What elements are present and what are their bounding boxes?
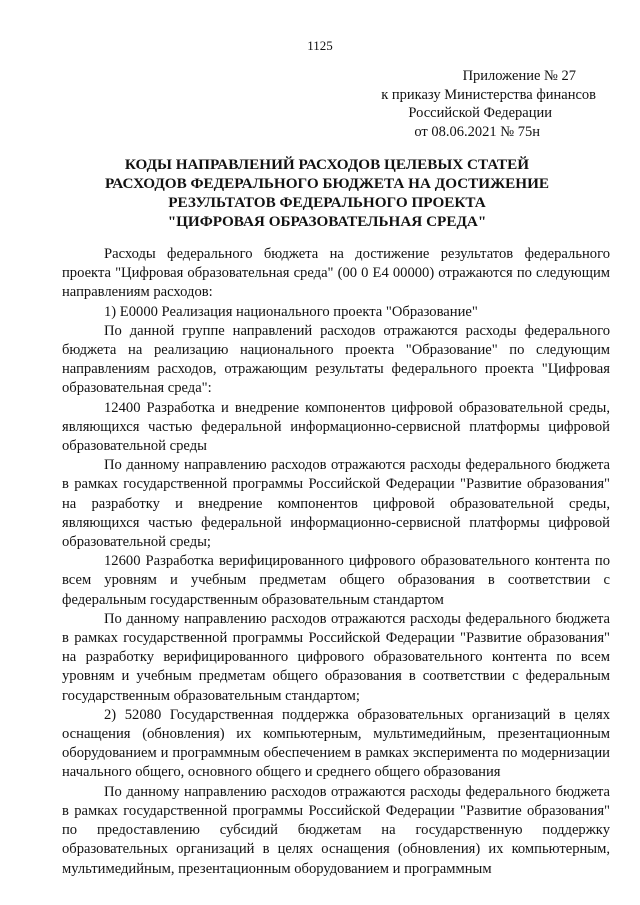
- paragraph-group-desc: По данной группе направлений расходов отражаются расходы федерального бюджета на реализацию национального проекта "Образование" по следующим направлениям расходов, отражающим результаты федерального проекта "Цифровая образовательная среда":: [62, 322, 610, 397]
- paragraph-code-12600: 12600 Разработка верифицированного цифрового образовательного контента по всем уровням и учебным предметам общего образования в соответствии с федеральным государственным образовательным стандартом: [62, 553, 610, 608]
- title-line-2: РАСХОДОВ ФЕДЕРАЛЬНОГО БЮДЖЕТА НА ДОСТИЖЕНИЕ: [104, 175, 550, 192]
- paragraph-12400-desc: По данному направлению расходов отражаются расходы федерального бюджета в рамках государственной программы Российской Федерации "Развитие образования" на разработку и внедрение компонентов цифровой образовательной среды, являющихся частью федеральной информационно-сервисной платформы цифровой образовательной среды;: [62, 457, 610, 551]
- paragraph-code-12400: 12400 Разработка и внедрение компонентов цифровой образовательной среды, являющихся частью федеральной информационно-сервисной платформы цифровой образовательной среды: [62, 399, 610, 455]
- paragraph-item-1: 1) Е0000 Реализация национального проекта "Образование": [104, 303, 478, 320]
- paragraph-52080-desc: По данному направлению расходов отражаются расходы федерального бюджета в рамках государственной программы Российской Федерации "Развитие образования" по предоставлению субсидий бюджетам на государственную поддержку образовательных организаций в целях оснащения (обновления) их компьютерным, мультимедийным, презентационным оборудованием и программным: [62, 783, 610, 877]
- paragraph-intro: Расходы федерального бюджета на достижение результатов федерального проекта "Цифровая образовательная среда" (00 0 Е4 00000) отражаются по следующим направлениям расходов:: [62, 246, 610, 301]
- appendix-header: [336, 67, 596, 141]
- title-line-4: "ЦИФРОВАЯ ОБРАЗОВАТЕЛЬНАЯ СРЕДА": [167, 213, 487, 230]
- title-line-3: РЕЗУЛЬТАТОВ ФЕДЕРАЛЬНОГО ПРОЕКТА: [168, 194, 486, 211]
- title-line-1: КОДЫ НАПРАВЛЕНИЙ РАСХОДОВ ЦЕЛЕВЫХ СТАТЕЙ: [124, 156, 530, 173]
- paragraph-12600-desc: По данному направлению расходов отражаются расходы федерального бюджета в рамках государственной программы Российской Федерации "Развитие образования" на разработку верифицированного цифрового образовательного контента по всем уровням и учебным предметам общего образования в соответствии с федеральным государственным образовательным стандартом;: [62, 610, 610, 704]
- page-number: 1125: [307, 38, 333, 53]
- appendix-date: от 08.06.2021 № 75н: [414, 123, 540, 140]
- appendix-number: Приложение № 27: [462, 68, 576, 84]
- appendix-country: Российской Федерации: [408, 105, 552, 121]
- document-body: [62, 245, 610, 879]
- appendix-order: к приказу Министерства финансов: [381, 86, 596, 103]
- paragraph-item-2: 2) 52080 Государственная поддержка образовательных организаций в целях оснащения (обновления) их компьютерным, мультимедийным, презентационным оборудованием и программным обеспечением в рамках эксперимента по модернизации начального общего, основного общего и среднего общего образования: [62, 706, 610, 781]
- document-title: [60, 155, 594, 231]
